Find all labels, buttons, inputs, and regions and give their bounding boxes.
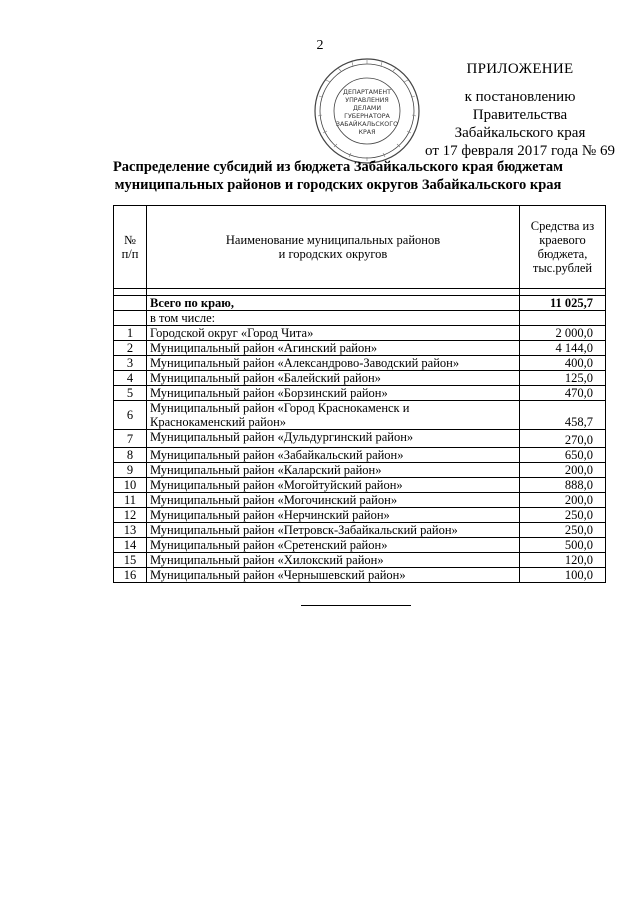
table-row [114, 371, 606, 386]
appendix-block [420, 60, 620, 160]
row-name: Муниципальный район «Хилокский район» [147, 553, 520, 568]
including-label: в том числе: [147, 311, 520, 326]
including-row [114, 311, 606, 326]
row-value: 470,0 [520, 386, 606, 401]
appendix-line-3: от 17 февраля 2017 года № 69 [425, 143, 615, 159]
row-value: 458,7 [520, 401, 606, 430]
header-num-line-2: п/п [121, 247, 139, 261]
row-value: 400,0 [520, 356, 606, 371]
seal-text-2: УПРАВЛЕНИЯ [345, 97, 389, 104]
header-name-line-1: Наименование муниципальных районов [225, 233, 441, 247]
seal-text-5: ЗАБАЙКАЛЬСКОГО [335, 121, 399, 128]
appendix-line-1: к постановлению Правительства [464, 89, 576, 123]
row-name: Муниципальный район «Агинский район» [147, 341, 520, 356]
header-amount-line-3: бюджета, [537, 247, 588, 261]
row-name: Муниципальный район «Забайкальский район» [147, 448, 520, 463]
appendix-line-2: Забайкальского края [454, 125, 586, 141]
row-name-line-1: Муниципальный район «Город Краснокаменск и [150, 401, 410, 415]
seal-text-3: ДЕЛАМИ [352, 105, 382, 112]
row-num: 11 [114, 493, 147, 508]
header-name-line-2: и городских округов [278, 247, 388, 261]
header-amount-line-1: Средства из [530, 219, 595, 233]
table-row [114, 326, 606, 341]
total-value: 11 025,7 [520, 296, 606, 311]
official-seal-stamp [312, 56, 422, 166]
header-amount [520, 206, 606, 289]
table-row [114, 341, 606, 356]
title-line-2: муниципальных районов и городских округов Забайкальского края [114, 177, 562, 193]
row-num: 4 [114, 371, 147, 386]
document-title [90, 158, 586, 194]
row-value: 250,0 [520, 508, 606, 523]
row-num: 10 [114, 478, 147, 493]
table-row [114, 478, 606, 493]
total-label: Всего по краю, [147, 296, 520, 311]
spacer-row [114, 289, 606, 296]
including-num [114, 311, 147, 326]
row-name: Муниципальный район «Петровск-Забайкальский район» [147, 523, 520, 538]
row-value: 100,0 [520, 568, 606, 583]
row-name: Муниципальный район «Могойтуйский район» [147, 478, 520, 493]
row-value: 120,0 [520, 553, 606, 568]
row-value: 200,0 [520, 493, 606, 508]
seal-text-6: КРАЯ [358, 129, 376, 136]
row-value: 2 000,0 [520, 326, 606, 341]
row-name [147, 401, 520, 430]
row-num: 1 [114, 326, 147, 341]
row-value: 200,0 [520, 463, 606, 478]
table-row [114, 448, 606, 463]
row-num: 3 [114, 356, 147, 371]
row-name-line-2: Краснокаменский район» [150, 415, 287, 429]
row-num: 9 [114, 463, 147, 478]
row-num: 13 [114, 523, 147, 538]
row-name: Муниципальный район «Каларский район» [147, 463, 520, 478]
header-num [114, 206, 147, 289]
row-num: 8 [114, 448, 147, 463]
appendix-title: ПРИЛОЖЕНИЕ [466, 61, 574, 77]
row-name: Городской округ «Город Чита» [147, 326, 520, 341]
table-header-row [114, 206, 606, 289]
table-row [114, 493, 606, 508]
seal-text-1: ДЕПАРТАМЕНТ [343, 89, 391, 96]
table-row [114, 356, 606, 371]
table-row [114, 430, 606, 448]
row-num: 7 [114, 430, 147, 448]
including-value [520, 311, 606, 326]
table-row [114, 553, 606, 568]
row-num: 12 [114, 508, 147, 523]
row-value: 888,0 [520, 478, 606, 493]
row-name: Муниципальный район «Дульдургинский район» [147, 430, 520, 448]
page-number: 2 [316, 38, 324, 53]
title-line-1: Распределение субсидий из бюджета Забайкальского края бюджетам [112, 159, 564, 175]
header-amount-line-4: тыс.рублей [532, 261, 593, 275]
row-value: 650,0 [520, 448, 606, 463]
table-row [114, 508, 606, 523]
table-row [114, 538, 606, 553]
table-row [114, 401, 606, 430]
table-row [114, 568, 606, 583]
row-name: Муниципальный район «Борзинский район» [147, 386, 520, 401]
row-value: 125,0 [520, 371, 606, 386]
end-divider-line [301, 605, 411, 606]
row-num: 15 [114, 553, 147, 568]
row-num: 5 [114, 386, 147, 401]
table-row [114, 386, 606, 401]
header-name [147, 206, 520, 289]
row-name: Муниципальный район «Сретенский район» [147, 538, 520, 553]
subsidy-table [113, 205, 606, 583]
row-num: 16 [114, 568, 147, 583]
row-value: 270,0 [520, 430, 606, 448]
row-name: Муниципальный район «Александрово-Заводский район» [147, 356, 520, 371]
row-value: 250,0 [520, 523, 606, 538]
table-row [114, 523, 606, 538]
table-row [114, 463, 606, 478]
row-num: 2 [114, 341, 147, 356]
row-name: Муниципальный район «Балейский район» [147, 371, 520, 386]
row-num: 6 [114, 401, 147, 430]
row-name: Муниципальный район «Чернышевский район» [147, 568, 520, 583]
total-row [114, 296, 606, 311]
total-num [114, 296, 147, 311]
row-value: 500,0 [520, 538, 606, 553]
row-value: 4 144,0 [520, 341, 606, 356]
row-name: Муниципальный район «Могочинский район» [147, 493, 520, 508]
header-amount-line-2: краевого [539, 233, 586, 247]
row-num: 14 [114, 538, 147, 553]
row-name: Муниципальный район «Нерчинский район» [147, 508, 520, 523]
header-num-line-1: № [124, 233, 136, 247]
seal-text-4: ГУБЕРНАТОРА [344, 113, 390, 120]
